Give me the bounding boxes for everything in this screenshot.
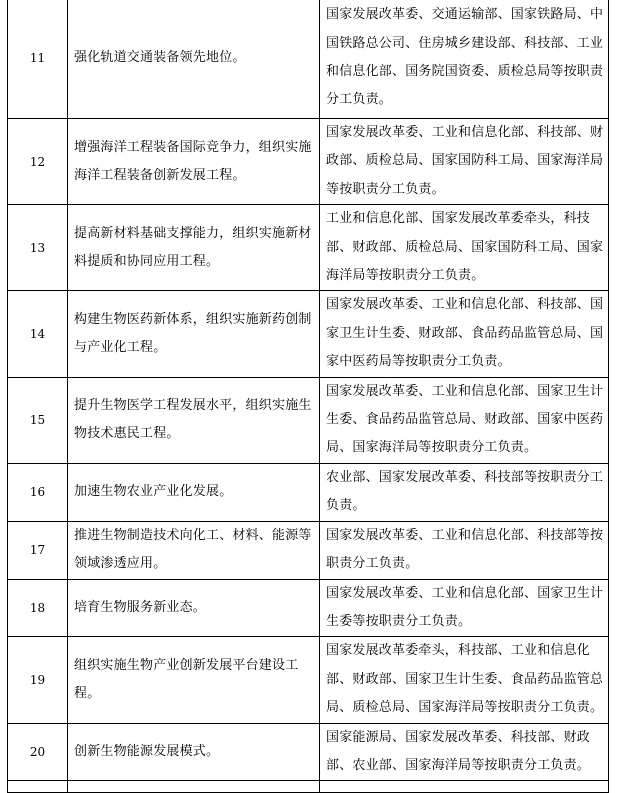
task-text: 培育生物服务新业态。 bbox=[74, 599, 207, 615]
department-text: 国家发展改革委、工业和信息化部、科技部、财政部、质检总局、国家国防科工局、国家海洋局等按职责分工负责。 bbox=[326, 125, 604, 197]
task-cell bbox=[68, 463, 320, 521]
task-text: 构建生物医药新体系，组织实施新药创制与产业化工程。 bbox=[74, 312, 312, 356]
task-text: 提高新材料基础支撑能力，组织实施新材料提质和协同应用工程。 bbox=[74, 225, 312, 269]
row-number: 19 bbox=[8, 637, 68, 723]
table-row bbox=[8, 291, 609, 377]
department-text: 国家发展改革委、工业和信息化部、科技部等按职责分工负责。 bbox=[326, 527, 604, 572]
department-text: 国家发展改革委牵头，科技部、工业和信息化部、财政部、国家卫生计生委、食品药品监管总局、质检总局、国家海洋局等按职责分工负责。 bbox=[326, 643, 604, 716]
department-cell bbox=[320, 723, 609, 781]
department-text: 国家发展改革委、工业和信息化部、科技部、国家卫生计生委、财政部、食品药品监管总局、国家中医药局等按职责分工负责。 bbox=[326, 297, 604, 370]
table-row bbox=[8, 637, 609, 723]
task-cell bbox=[68, 377, 320, 463]
task-cell bbox=[68, 579, 320, 637]
task-text: 创新生物能源发展模式。 bbox=[74, 743, 220, 759]
task-text: 提升生物医学工程发展水平，组织实施生物技术惠民工程。 bbox=[74, 398, 312, 442]
row-number: 13 bbox=[8, 205, 68, 291]
table-row bbox=[8, 723, 609, 781]
task-text: 推进生物制造技术向化工、材料、能源等领域渗透应用。 bbox=[74, 528, 312, 572]
table-row-continuation bbox=[8, 781, 609, 793]
department-cell bbox=[320, 119, 609, 205]
row-number: 11 bbox=[8, 0, 68, 119]
department-cell bbox=[320, 579, 609, 637]
department-cell bbox=[320, 463, 609, 521]
task-text: 增强海洋工程装备国际竞争力，组织实施海洋工程装备创新发展工程。 bbox=[74, 139, 312, 183]
department-cell bbox=[320, 637, 609, 723]
task-text: 强化轨道交通装备领先地位。 bbox=[74, 50, 246, 65]
task-assignment-table bbox=[7, 0, 609, 793]
table-row bbox=[8, 119, 609, 205]
table-row bbox=[8, 463, 609, 521]
table-row bbox=[8, 579, 609, 637]
task-cell bbox=[68, 205, 320, 291]
department-cell bbox=[320, 377, 609, 463]
department-text: 农业部、国家发展改革委、科技部等按职责分工负责。 bbox=[326, 469, 604, 514]
task-cell bbox=[68, 723, 320, 781]
task-cell bbox=[68, 0, 320, 119]
row-number: 14 bbox=[8, 291, 68, 377]
department-text: 国家发展改革委、工业和信息化部、国家卫生计生委等按职责分工负责。 bbox=[326, 585, 604, 629]
task-text: 加速生物农业产业化发展。 bbox=[74, 484, 233, 500]
table-row bbox=[8, 0, 609, 119]
department-text: 国家发展改革委、交通运输部、国家铁路局、中国铁路总公司、住房城乡建设部、科技部、工业和信息化部、国务院国资委、质检总局等按职责分工负责。 bbox=[326, 7, 604, 108]
department-cell bbox=[320, 0, 609, 119]
task-cell bbox=[68, 119, 320, 205]
department-text: 工业和信息化部、国家发展改革委牵头，科技部、财政部、质检总局、国家国防科工局、国家海洋局等按职责分工负责。 bbox=[326, 211, 604, 284]
task-cell bbox=[68, 637, 320, 723]
task-text: 组织实施生物产业创新发展平台建设工程。 bbox=[74, 657, 299, 701]
table-row bbox=[8, 521, 609, 579]
row-number: 16 bbox=[8, 463, 68, 521]
task-cell bbox=[68, 521, 320, 579]
row-number: 15 bbox=[8, 377, 68, 463]
table-row bbox=[8, 377, 609, 463]
table-row bbox=[8, 205, 609, 291]
task-cell bbox=[68, 291, 320, 377]
row-number: 18 bbox=[8, 579, 68, 637]
department-cell bbox=[320, 521, 609, 579]
row-number: 12 bbox=[8, 119, 68, 205]
department-cell bbox=[320, 291, 609, 377]
department-text: 国家发展改革委、工业和信息化部、国家卫生计生委、食品药品监管总局、财政部、国家中医药局、国家海洋局等按职责分工负责。 bbox=[326, 383, 604, 456]
row-number: 17 bbox=[8, 521, 68, 579]
department-cell bbox=[320, 205, 609, 291]
department-text: 国家能源局、国家发展改革委、科技部、财政部、农业部、国家海洋局等按职责分工负责。 bbox=[326, 729, 591, 773]
row-number: 20 bbox=[8, 723, 68, 781]
